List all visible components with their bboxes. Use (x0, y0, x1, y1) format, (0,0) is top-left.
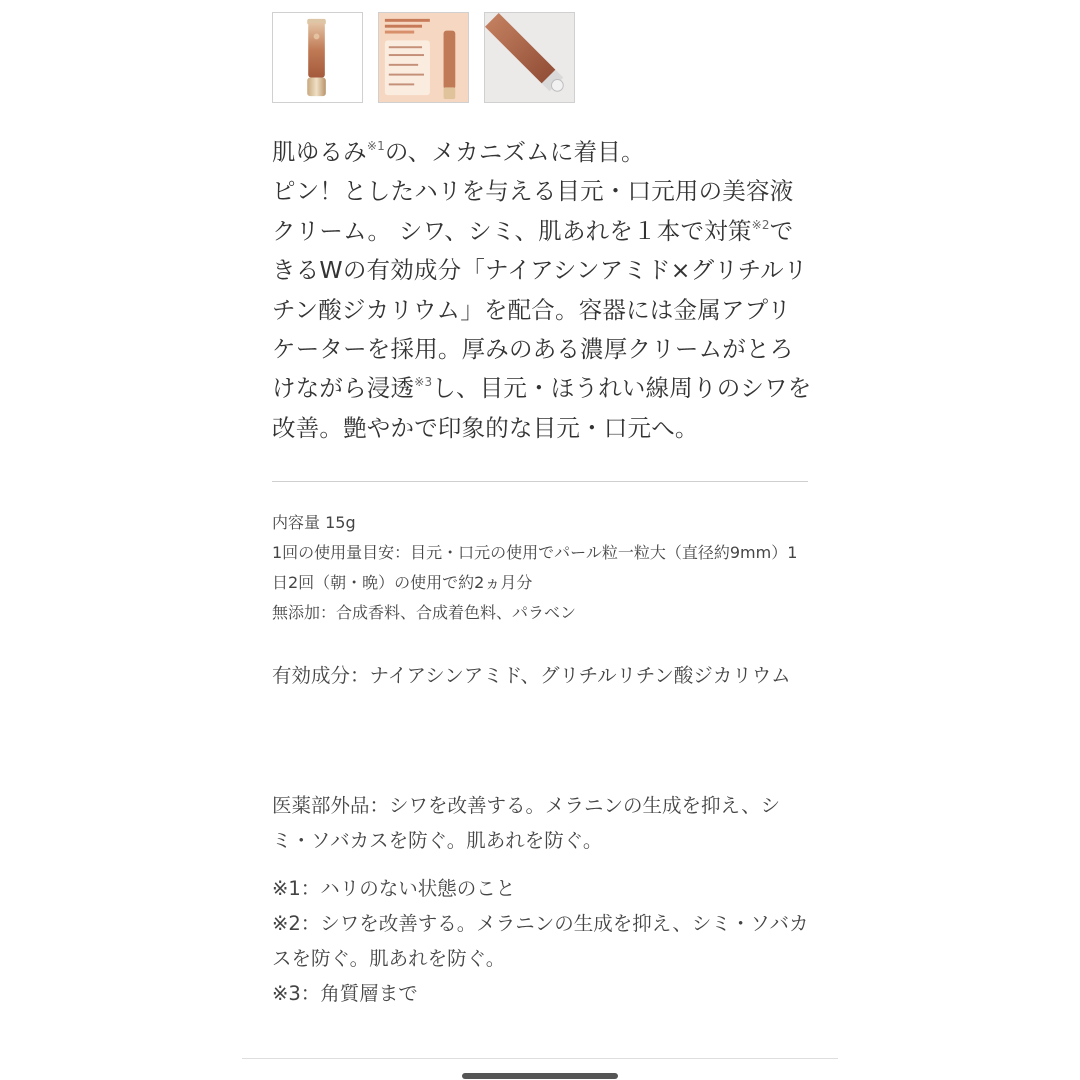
description-heading: 肌ゆるみ$^{※1}$の、メカニズムに着目。 (272, 138, 645, 166)
product-thumbnail-1[interactable] (272, 12, 363, 103)
description-body: ピン！としたハリを与える目元・口元用の美容液クリーム。 シワ、シミ、肌あれを１本で対策$^{※2}$できるWの有効成分「ナイアシンアミド×グリチルリチン酸ジカリウム」を配合。容器には金属アプリケーターを採用。厚みのある濃厚クリームがとろけながら浸透$^{※3}$し、目元・ほうれい線周りのシワを改善。艶やかで印象的な目元・口元へ。 (272, 177, 812, 442)
home-indicator[interactable] (462, 1073, 618, 1079)
active-ingredients: 有効成分：ナイアシンアミド、グリチルリチン酸ジカリウム (272, 664, 791, 687)
product-description (272, 133, 812, 448)
footnote-marker-3: ※3 (414, 375, 433, 390)
section-divider (272, 481, 808, 482)
product-specs (272, 508, 812, 628)
product-tube-thumbnail (273, 13, 362, 102)
footnote-marker-2: ※2 (751, 217, 770, 232)
footnotes (272, 871, 812, 1011)
footnote-3: ※3：角質層まで (272, 982, 418, 1005)
quasi-drug-info: 医薬部外品：シワを改善する。メラニンの生成を抑え、シミ・ソバカスを防ぐ。肌あれを防ぐ。 (272, 794, 781, 852)
usage-guide: 1回の使用量目安：目元・口元の使用でパール粒一粒大（直径約9mm）1日2回（朝・晩）の使用で約2ヵ月分 (272, 543, 798, 592)
product-applicator-thumbnail (485, 13, 574, 102)
product-image-gallery (272, 12, 575, 103)
footnote-1: ※1：ハリのない状態のこと (272, 877, 516, 900)
product-thumbnail-2[interactable] (378, 12, 469, 103)
additive-free: 無添加：合成香料、合成着色料、パラベン (272, 603, 577, 622)
product-thumbnail-3[interactable] (484, 12, 575, 103)
product-info-thumbnail (379, 13, 468, 102)
content-volume: 内容量 15g (272, 513, 356, 532)
footnote-marker-1: ※1 (366, 139, 385, 153)
footnote-2: ※2：シワを改善する。メラニンの生成を抑え、シミ・ソバカスを防ぐ。肌あれを防ぐ。 (272, 912, 809, 970)
page-bottom-divider (242, 1058, 838, 1059)
